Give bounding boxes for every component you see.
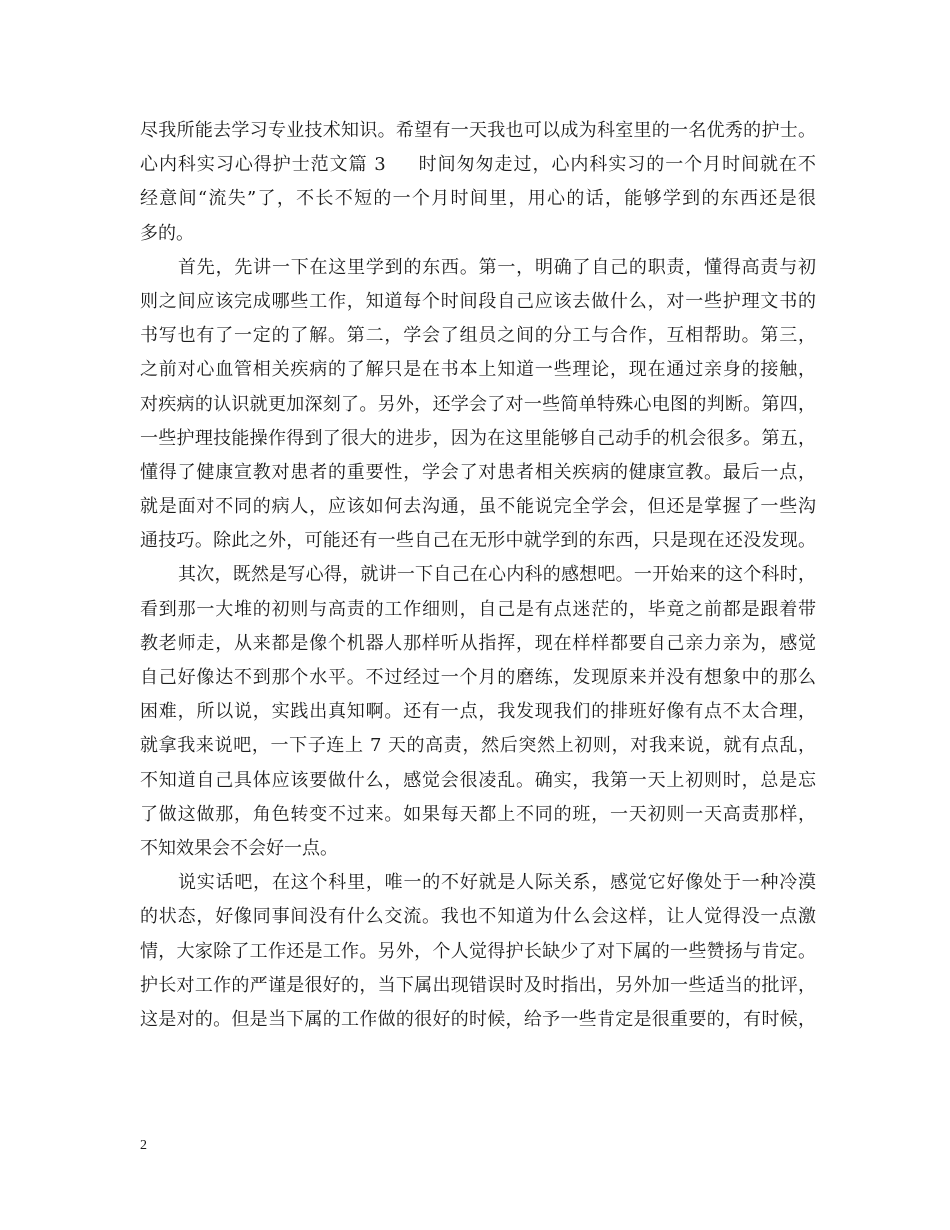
text-line: 尽我所能去学习专业技术知识。希望有一天我也可以成为科室里的一名优秀的护士。 (140, 120, 816, 141)
text-line: 懂得了健康宣教对患者的重要性，学会了对患者相关疾病的健康宣教。最后一点， (140, 461, 816, 483)
text-line: 护长对工作的严谨是很好的，当下属出现错误时及时指出，另外加一些适当的批评， (140, 974, 816, 996)
text-line-content: 时间匆匆走过，心内科实习的一个月时间就在不 (417, 154, 816, 176)
text-line: 经意间“流失”了，不长不短的一个月时间里，用心的话，能够学到的东西还是很 (140, 188, 816, 210)
text-line: 之前对心血管相关疾病的了解只是在书本上知道一些理论，现在通过亲身的接触， (140, 359, 816, 381)
text-line: 的状态，好像同事间没有什么交流。我也不知道为什么会这样，让人觉得没一点激 (140, 906, 816, 928)
paragraph-first-line: 说实话吧，在这个科里，唯一的不好就是人际关系，感觉它好像处于一种冷漠 (178, 872, 816, 894)
section-heading: 心内科实习心得护士范文篇 3 (140, 154, 386, 176)
text-line: 这是对的。但是当下属的工作做的很好的时候，给予一些肯定是很重要的，有时候， (140, 1008, 816, 1030)
text-line: 不知道自己具体应该要做什么，感觉会很凌乱。确实，我第一天上初则时，总是忘 (140, 769, 816, 791)
text-line: 不知效果会不会好一点。 (140, 837, 338, 859)
paragraph-first-line: 首先，先讲一下在这里学到的东西。第一，明确了自己的职责，懂得高责与初 (178, 256, 816, 278)
text-line: 对疾病的认识就更加深刻了。另外，还学会了对一些简单特殊心电图的判断。第四， (140, 393, 816, 415)
text-line: 书写也有了一定的了解。第二，学会了组员之间的分工与合作，互相帮助。第三， (140, 325, 816, 347)
text-line: 了做这做那，角色转变不过来。如果每天都上不同的班，一天初则一天高责那样， (140, 803, 816, 825)
text-line (140, 148, 816, 182)
paragraph-first-line: 其次，既然是写心得，就讲一下自己在心内科的感想吧。一开始来的这个科时， (178, 564, 816, 586)
text-line: 看到那一大堆的初则与高责的工作细则，自己是有点迷茫的，毕竟之前都是跟着带 (140, 598, 816, 620)
text-line: 一些护理技能操作得到了很大的进步，因为在这里能够自己动手的机会很多。第五， (140, 427, 816, 449)
text-line: 教老师走，从来都是像个机器人那样听从指挥，现在样样都要自己亲力亲为，感觉 (140, 632, 816, 654)
text-line: 就是面对不同的病人，应该如何去沟通，虽不能说完全学会，但还是掌握了一些沟 (140, 496, 816, 518)
text-line: 通技巧。除此之外，可能还有一些自己在无形中就学到的东西，只是现在还没发现。 (140, 530, 816, 552)
text-line: 情，大家除了工作还是工作。另外，个人觉得护长缺少了对下属的一些赞扬与肯定。 (140, 940, 816, 962)
text-line: 困难，所以说，实践出真知啊。还有一点，我发现我们的排班好像有点不太合理， (140, 701, 816, 723)
text-line: 则之间应该完成哪些工作，知道每个时间段自己应该去做什么，对一些护理文书的 (140, 290, 816, 312)
text-line: 自己好像达不到那个水平。不过经过一个月的磨练，发现原来并没有想象中的那么 (140, 667, 816, 688)
body-text (140, 114, 816, 1037)
page-number: 2 (140, 1138, 147, 1153)
text-line: 就拿我来说吧，一下子连上 7 天的高责，然后突然上初则，对我来说，就有点乱， (140, 735, 816, 757)
text-line: 多的。 (140, 222, 194, 244)
